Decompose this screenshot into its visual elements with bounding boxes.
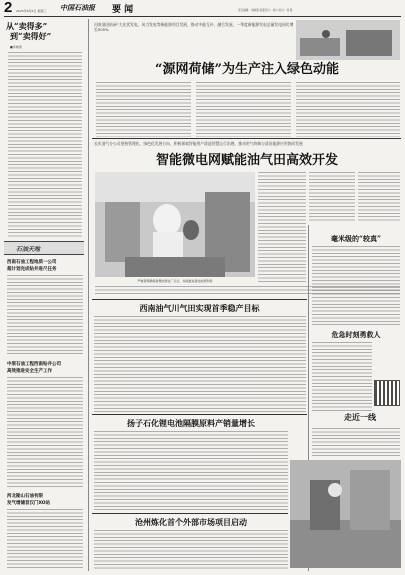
section-title: 要 闻 [112,5,134,15]
top-story-photo-image [296,20,400,60]
top-story-body-mid [196,82,291,137]
main-story-bottom-rule [92,299,307,300]
right-bottom-photo-image [290,460,401,568]
top-story-intro: 河南油田钻研“大光伏发电、风力发电等新能源项目发展，推动多能互补、融合发展，一季度新能源发电总量发电同比增长505% [94,22,294,32]
top-story-bottom-rule [92,138,401,139]
feature-3-banner [340,412,400,424]
brief-2-body [7,377,83,487]
story-3-headline: 沧州炼化首个外部市场项目启动 [135,517,247,527]
commentary-title-line-1: 从“卖得多” [6,21,48,31]
story-2-body [94,431,288,511]
brief-2-title: 中原石油工程西南钻井公司 [7,362,61,367]
brief-2-subtitle: 高效推进安全生产工作 [7,369,52,374]
top-story-body-right [296,82,400,137]
brief-3-title: 河北勘山石油有限 [7,494,43,499]
brief-1-title: 西南石油工程地质一公司 [7,260,57,265]
masthead [0,0,405,16]
story-1-bottom-rule [92,414,307,415]
page-number: 2 [4,0,13,16]
right-bottom-photo [290,460,401,568]
commentary-title-line-2: 到“卖得好” [10,31,52,41]
feature-1-title: 毫米级的“较真” [330,234,382,243]
brief-1-body [7,275,83,355]
main-story-body-col-1 [258,172,306,282]
brief-1-subtitle: 超计划完成钻井进尺任务 [7,267,57,272]
main-story-body-col-2 [309,172,355,222]
brief-3-body [7,509,83,569]
top-story-headline: “源网荷储”为生产注入绿色动能 [155,62,339,77]
feature-3-body [312,428,400,458]
story-2-headline: 扬子石化锂电池隔膜原料产销量增长 [127,418,255,428]
story-1-headline: 西南油气川气田实现首季稳产目标 [139,303,260,313]
brief-3-subtitle: 发气增储首汉门XO站 [7,501,51,506]
feature-2-title: 危急时刻勇救人 [331,330,381,339]
column-banner [4,241,84,255]
column-banner-label: 石油天地 [16,246,41,253]
feature-2-body [312,342,372,412]
commentary-body [8,52,82,237]
top-story-body-left [96,82,191,137]
main-story-body-col-3 [358,172,400,222]
feature-3-title: 走近一线 [344,412,376,422]
main-story-photo-caption: 严格管理确保智慧能源在厂运行，持续推进清洁能源利用 [137,279,213,283]
left-column [4,19,86,571]
qr-code [374,380,400,406]
paper-name-logo: 中国石油报 [60,3,95,12]
commentary-author: ■李晓燕 [10,45,22,49]
story-1-body [94,316,306,412]
feature-1-body [312,246,400,326]
left-column-divider [88,19,89,571]
issue-date: 2025年8月6日 星期三 [16,9,47,13]
main-story-headline: 智能微电网赋能油气田高效开发 [155,153,338,168]
top-story-photo [296,20,400,60]
story-2-bottom-rule [92,513,288,514]
main-story-intro: 长庆油气分公司坚持管理化、绿色化发展方向，积极探索智能用户改造智慧运行治理，推动用气终端与清洁能源应用协同发展 [94,141,303,146]
editor-info: 责任编辑：刘晓燕 版面设计：刘兴 校对：刘 强 [238,9,293,12]
masthead-rule [4,16,401,17]
main-story-photo-image [95,172,255,277]
main-story-photo [95,172,255,277]
story-3-body [94,530,288,571]
